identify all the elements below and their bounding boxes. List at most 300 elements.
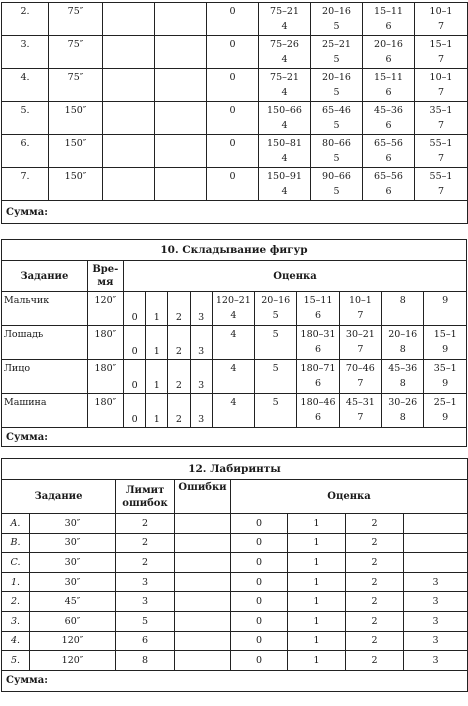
score-range-cell [363,69,415,102]
score-value: 0 [231,553,288,573]
score-zero: 0 [207,102,259,135]
section12-row [2,592,468,612]
score-value: 9 [442,378,449,389]
score-value: 7 [437,21,445,32]
blank-cell [103,168,155,201]
score-value: 2 [346,631,404,651]
section12-sum-label: Сумма: [2,670,468,691]
score-value: 2 [346,533,404,553]
score-range: 150–91 [267,171,302,182]
score-value: 5 [333,153,340,164]
blank-cell [155,102,207,135]
score-value: 6 [385,186,392,197]
score-value: 2 [175,414,182,425]
score-range-cell [382,394,424,428]
blank-cell [103,69,155,102]
blank-cell [103,102,155,135]
score-range: 25–21 [322,39,351,50]
score-range-cell [382,326,424,360]
score-value: 3 [198,312,205,323]
section12-col-errors: Ошибки [175,480,231,514]
score-range: 75–21 [270,72,299,83]
score-range-cell [363,135,415,168]
score-value: 4 [281,120,288,131]
maze-limit: 5 [116,611,175,631]
score-range-cell [297,326,339,360]
score-value: 0 [231,651,288,671]
score-value: 5 [333,21,340,32]
maze-task: C. [2,553,30,573]
score-value: 5 [272,329,279,340]
section10-col-time [87,261,123,292]
score-cell [124,292,146,326]
score-value: 1 [288,553,346,573]
score-cell [168,326,190,360]
score-value: 6 [385,21,392,32]
score-value: 0 [131,346,138,357]
score-cell [190,326,212,360]
score-value: 7 [357,310,364,321]
score-zero: 0 [207,36,259,69]
maze-task: 5. [2,651,30,671]
score-value: 1 [153,346,160,357]
top-row [2,135,468,168]
score-value: 3 [198,414,205,425]
score-range: 70–46 [345,363,375,374]
score-value: 6 [385,54,392,65]
score-cell [168,394,190,428]
maze-errors [175,553,231,573]
section10-sum-row [2,428,467,447]
figure-time: 180″ [87,326,123,360]
maze-task: B. [2,533,30,553]
blank-cell [155,168,207,201]
score-value: 4 [230,363,237,374]
score-value: 2 [346,592,404,612]
section10-col-time-1: Вре- [92,264,119,275]
score-range-cell [424,292,467,326]
score-value: 7 [357,378,364,389]
score-range-cell [297,292,339,326]
score-cell [190,360,212,394]
score-value: 6 [315,412,322,423]
row-time: 75″ [49,3,103,36]
figure-time: 180″ [87,394,123,428]
score-range: 65–56 [374,171,403,182]
top-score-table [1,2,468,224]
score-range-cell [297,360,339,394]
score-range-cell [259,102,311,135]
score-value: 5 [333,87,340,98]
score-range-cell [311,168,363,201]
score-value: 0 [231,572,288,592]
score-value: 0 [231,631,288,651]
score-range: 10–1 [348,295,372,306]
score-value: 3 [404,631,468,651]
score-range: 90–66 [322,171,351,182]
score-range-cell [212,326,254,360]
score-value: 0 [231,592,288,612]
score-zero: 0 [207,3,259,36]
row-time: 150″ [49,168,103,201]
score-value: 1 [153,414,160,425]
score-range-cell [415,135,468,168]
maze-errors [175,533,231,553]
section10-row [2,360,467,394]
section12-col-limit-2: ошибок [122,497,168,509]
section12-sum-row [2,670,468,691]
top-row [2,102,468,135]
score-value: 4 [281,54,288,65]
maze-time: 30″ [30,514,116,534]
score-range: 10–1 [429,6,453,17]
score-range-cell [363,102,415,135]
top-row [2,36,468,69]
maze-time: 30″ [30,553,116,573]
score-range: 45–36 [374,105,403,116]
row-number: 3. [2,36,49,69]
maze-limit: 3 [116,592,175,612]
score-cell [168,360,190,394]
score-range: 55–1 [429,171,453,182]
score-value: 7 [357,344,364,355]
score-value: 5 [333,186,340,197]
score-range-cell [424,360,467,394]
maze-errors [175,592,231,612]
score-value: 6 [315,310,322,321]
row-time: 150″ [49,135,103,168]
score-value: 2 [346,553,404,573]
score-range-cell [363,168,415,201]
maze-errors [175,611,231,631]
score-value: 6 [385,153,392,164]
score-range-cell [424,326,467,360]
score-range: 80–66 [322,138,351,149]
score-value: 9 [442,295,449,306]
score-cell [124,394,146,428]
score-value: 3 [404,592,468,612]
score-cell [146,394,168,428]
section10-sum-label: Сумма: [2,428,467,447]
score-value: 8 [399,378,406,389]
score-range-cell [311,102,363,135]
score-value: 2 [175,346,182,357]
score-value: 2 [346,651,404,671]
score-range-cell [415,36,468,69]
score-value: 8 [399,344,406,355]
score-value: 2 [346,611,404,631]
score-cell [146,292,168,326]
score-value: 0 [131,312,138,323]
score-value: 7 [437,87,445,98]
score-zero: 0 [207,168,259,201]
section12-table [1,458,468,692]
section12-row [2,572,468,592]
figure-name: Мальчик [2,292,88,326]
score-range-cell [339,326,381,360]
blank-cell [103,36,155,69]
section10-col-task: Задание [2,261,88,292]
top-sum-label: Сумма: [2,201,468,224]
top-row [2,168,468,201]
maze-time: 45″ [30,592,116,612]
score-cell [146,360,168,394]
score-value: 7 [437,54,445,65]
score-value: 1 [288,514,346,534]
score-range: 45–31 [345,397,375,408]
score-range-cell [415,102,468,135]
score-range: 75–21 [270,6,299,17]
score-range: 180–71 [300,363,336,374]
row-number: 2. [2,3,49,36]
score-value: 7 [437,153,445,164]
section12-col-limit [116,480,175,514]
section12-row [2,533,468,553]
score-value: 9 [442,344,449,355]
score-range-cell [259,36,311,69]
score-range-cell [363,3,415,36]
score-value: 3 [198,380,205,391]
score-range: 15–11 [303,295,333,306]
score-range: 20–16 [261,295,291,306]
score-range-cell [259,3,311,36]
score-value: 4 [230,310,237,321]
score-range-cell [415,168,468,201]
section10-title: 10. Складывание фигур [2,240,467,261]
section10-col-score: Оценка [124,261,467,292]
score-value: 2 [175,312,182,323]
score-range: 150–81 [267,138,302,149]
score-value: 0 [231,514,288,534]
score-range: 15–11 [374,6,403,17]
score-cell [168,292,190,326]
score-value: 4 [230,329,237,340]
score-range-cell [255,326,297,360]
score-value: 6 [385,87,392,98]
blank-cell [103,3,155,36]
blank-cell [103,135,155,168]
score-range-cell [259,69,311,102]
maze-task: 4. [2,631,30,651]
section12-row [2,631,468,651]
score-range-cell [363,36,415,69]
score-value: 0 [231,533,288,553]
score-range: 180–31 [300,329,336,340]
section12-row [2,514,468,534]
section12-body [2,514,468,671]
score-value: 3 [198,346,205,357]
row-time: 150″ [49,102,103,135]
score-zero: 0 [207,135,259,168]
maze-time: 120″ [30,631,116,651]
score-range-cell [415,3,468,36]
row-time: 75″ [49,36,103,69]
score-value: 1 [153,312,160,323]
section10-col-time-2: мя [97,277,114,288]
score-value: 4 [230,397,237,408]
score-range-cell [259,135,311,168]
score-range: 180–46 [300,397,336,408]
section10-header-row [2,261,467,292]
score-value: 1 [288,533,346,553]
score-range: 20–16 [374,39,403,50]
score-range: 65–46 [322,105,351,116]
section10-row [2,326,467,360]
score-range-cell [297,394,339,428]
score-range: 25–1 [433,397,457,408]
section12-title-row [2,459,468,480]
score-range: 65–56 [374,138,403,149]
section12-row [2,611,468,631]
row-number: 5. [2,102,49,135]
section10-row [2,292,467,326]
score-range: 30–21 [345,329,375,340]
score-value: 4 [281,153,288,164]
score-value: 1 [288,631,346,651]
section12-row [2,651,468,671]
score-range-cell [255,292,297,326]
maze-task: 1. [2,572,30,592]
section10-row [2,394,467,428]
figure-name: Лицо [2,360,88,394]
section12-col-score: Оценка [231,480,468,514]
section10-table [1,239,467,447]
maze-limit: 3 [116,572,175,592]
section12-row [2,553,468,573]
score-value: 0 [131,414,138,425]
maze-task: 3. [2,611,30,631]
figure-name: Машина [2,394,88,428]
maze-task: 2. [2,592,30,612]
score-zero: 0 [207,69,259,102]
score-cell [190,292,212,326]
figure-time: 120″ [87,292,123,326]
blank-cell [155,69,207,102]
score-cell [146,326,168,360]
score-value: 5 [333,120,340,131]
score-range: 15–11 [374,72,403,83]
score-range-cell [382,360,424,394]
blank-cell [155,3,207,36]
score-value: 6 [385,120,392,131]
maze-time: 30″ [30,572,116,592]
score-range-cell [259,168,311,201]
score-value: 2 [346,514,404,534]
score-value: 6 [315,344,322,355]
maze-errors [175,514,231,534]
score-range: 55–1 [429,138,453,149]
section12-col-task: Задание [2,480,116,514]
score-value: 5 [333,54,340,65]
maze-limit: 8 [116,651,175,671]
score-range-cell [212,394,254,428]
score-value: 4 [281,87,288,98]
score-range: 75–26 [270,39,299,50]
score-range: 35–1 [433,363,457,374]
score-value: 1 [153,380,160,391]
score-value [404,533,468,553]
maze-limit: 2 [116,553,175,573]
score-range: 20–16 [388,329,418,340]
score-cell [124,326,146,360]
row-number: 7. [2,168,49,201]
score-value: 2 [346,572,404,592]
score-value: 9 [442,412,449,423]
row-number: 6. [2,135,49,168]
score-value: 8 [399,295,406,306]
score-value: 4 [281,186,288,197]
score-value: 3 [404,651,468,671]
score-range-cell [311,135,363,168]
maze-errors [175,572,231,592]
score-value: 6 [315,378,322,389]
maze-limit: 2 [116,533,175,553]
row-time: 75″ [49,69,103,102]
maze-limit: 2 [116,514,175,534]
score-value: 1 [288,651,346,671]
score-range-cell [255,394,297,428]
score-value: 5 [272,397,279,408]
score-range-cell [212,360,254,394]
blank-cell [155,36,207,69]
score-range: 120–21 [215,295,251,306]
score-range: 15–1 [433,329,457,340]
score-value: 2 [175,380,182,391]
score-range: 10–1 [429,72,453,83]
score-value: 0 [131,380,138,391]
section12-title: 12. Лабиринты [2,459,468,480]
score-range: 35–1 [429,105,453,116]
score-value: 1 [288,611,346,631]
maze-time: 120″ [30,651,116,671]
score-value [404,514,468,534]
maze-errors [175,651,231,671]
maze-limit: 6 [116,631,175,651]
score-range-cell [212,292,254,326]
score-range-cell [339,394,381,428]
score-range: 30–26 [388,397,418,408]
maze-time: 30″ [30,533,116,553]
score-value: 7 [357,412,364,423]
score-value: 4 [281,21,288,32]
score-range-cell [255,360,297,394]
score-value: 5 [272,310,279,321]
score-range-cell [415,69,468,102]
score-value: 8 [399,412,406,423]
blank-cell [155,135,207,168]
section10-title-row [2,240,467,261]
section10-body [2,292,467,428]
score-value: 5 [272,363,279,374]
score-range-cell [424,394,467,428]
score-range: 15–1 [429,39,453,50]
maze-time: 60″ [30,611,116,631]
score-range-cell [311,69,363,102]
score-range: 20–16 [322,6,351,17]
score-range: 150–66 [267,105,302,116]
score-range: 20–16 [322,72,351,83]
score-value: 7 [437,186,445,197]
maze-task: A. [2,514,30,534]
top-row [2,3,468,36]
top-table-body [2,3,468,201]
score-range: 45–36 [388,363,418,374]
score-value [404,553,468,573]
section12-header-row [2,480,468,514]
score-range-cell [339,360,381,394]
score-value: 0 [231,611,288,631]
score-value: 3 [404,611,468,631]
